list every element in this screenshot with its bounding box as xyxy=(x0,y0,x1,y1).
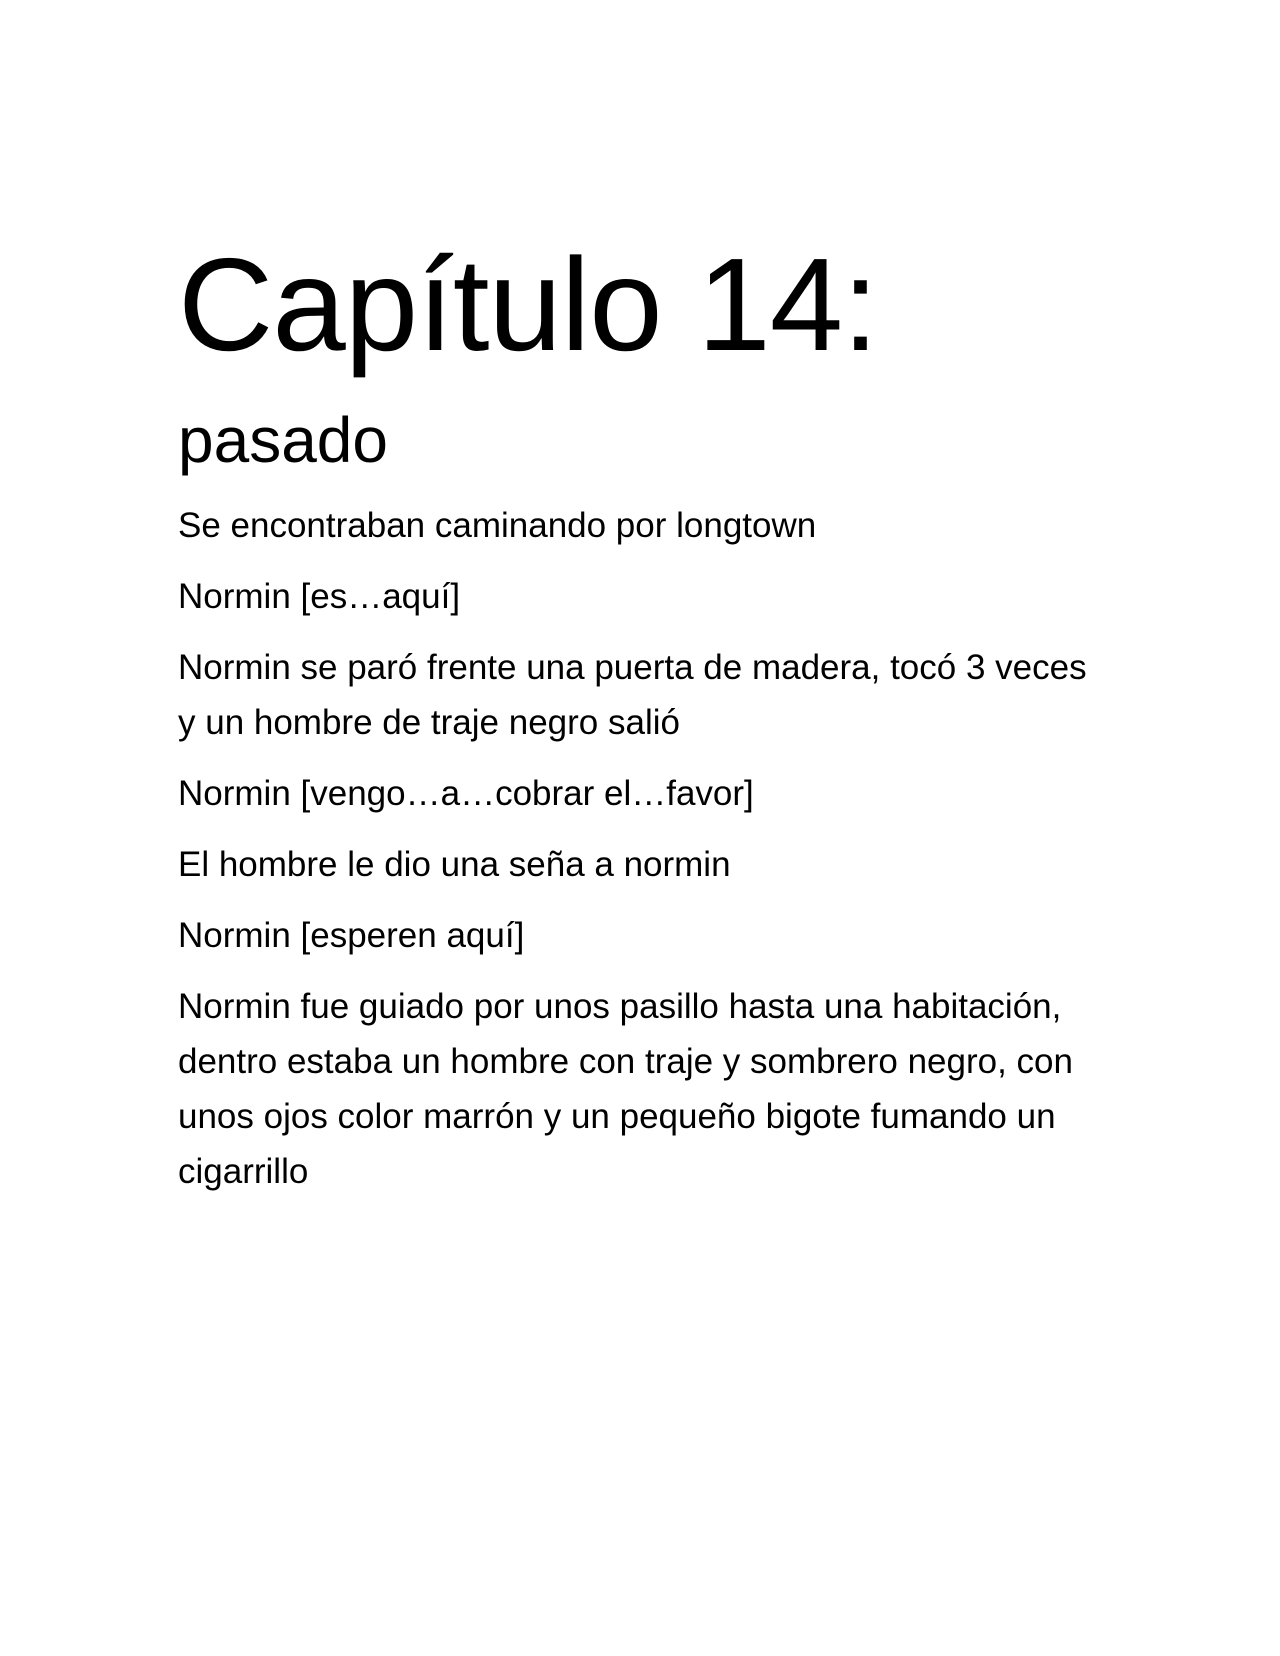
paragraph: El hombre le dio una seña a normin xyxy=(178,845,731,884)
page-content xyxy=(178,230,1108,1215)
paragraph: Normin [vengo…a…cobrar el…favor] xyxy=(178,774,754,813)
chapter-title: Capítulo 14: xyxy=(178,231,878,378)
paragraph: Normin [esperen aquí] xyxy=(178,916,525,955)
paragraph: Normin fue guiado por unos pasillo hasta una habitación, dentro estaba un hombre con traje y sombrero negro, con unos ojos color marrón y un pequeño bigote fumando un cigarrillo xyxy=(178,987,1073,1191)
chapter-subtitle: pasado xyxy=(178,404,388,476)
paragraph: Normin [es…aquí] xyxy=(178,577,461,616)
paragraph: Normin se paró frente una puerta de madera, tocó 3 veces y un hombre de traje negro salió xyxy=(178,648,1087,742)
paragraph: Se encontraban caminando por longtown xyxy=(178,506,817,545)
